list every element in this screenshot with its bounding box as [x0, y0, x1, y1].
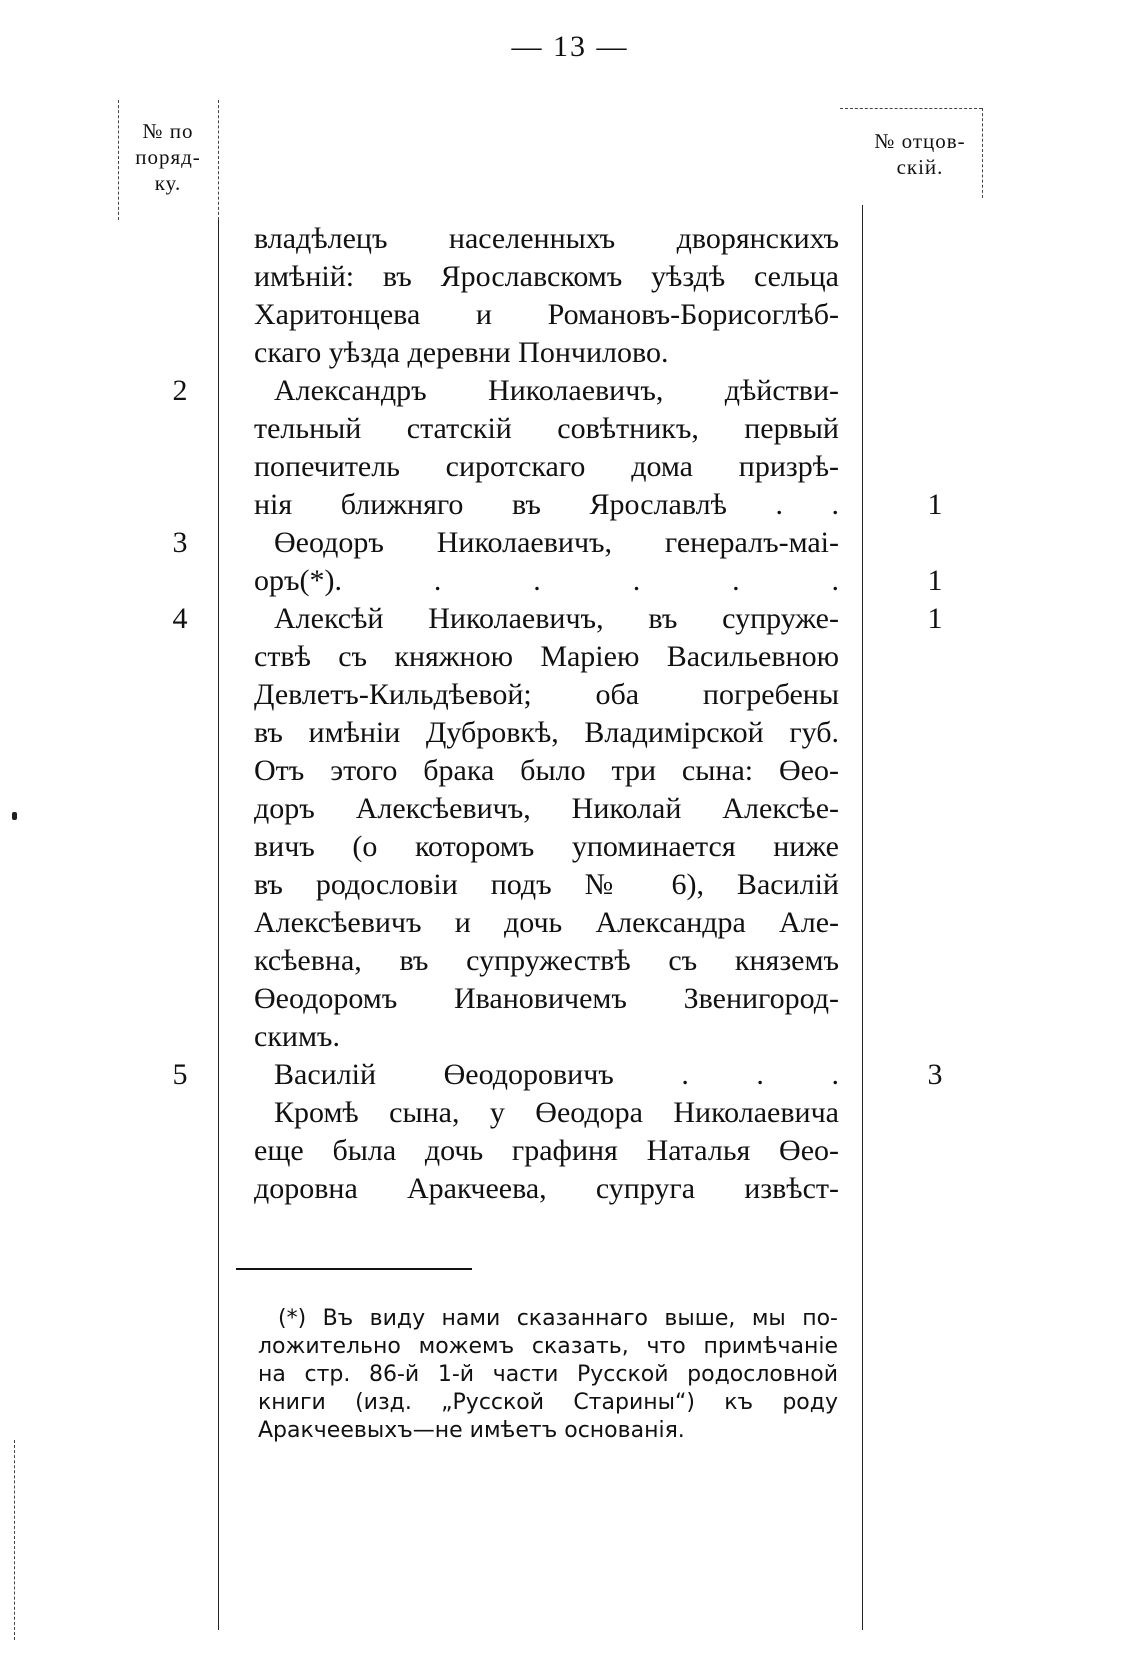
- text-line: еще была дочь графиня Наталья Өео-: [254, 1134, 839, 1167]
- right-outer-rule: [982, 108, 983, 198]
- text-line: Кромѣ сына, у Өеодора Николаевича: [274, 1096, 839, 1129]
- footnote-line: ложительно можемъ сказать, что примѣчаніе: [258, 1334, 838, 1359]
- footnote-line: (*) Въ виду нами сказаннаго выше, мы по-: [278, 1306, 838, 1331]
- text-line: Алексѣй Николаевичъ, въ супруже-: [274, 602, 839, 635]
- text-line: ксѣевна, въ супружествѣ съ княземъ: [254, 944, 839, 977]
- left-outer-rule: [118, 100, 119, 220]
- column-header-order-number: [118, 118, 218, 196]
- text-line: въ родословіи подъ № 6), Василій: [254, 868, 839, 901]
- column-header-father-number: [860, 128, 980, 180]
- text-line: Отъ этого брака было три сына: Өео-: [254, 754, 839, 787]
- text-line: нія ближняго въ Ярославлѣ . .: [254, 488, 839, 521]
- text-line: имѣній: въ Ярославскомъ уѣздѣ сельца: [254, 260, 839, 293]
- father-number: 3: [927, 1058, 943, 1091]
- father-number: 1: [927, 564, 943, 597]
- left-header-rule: [218, 100, 219, 220]
- right-header-top-rule: [840, 108, 982, 109]
- entry-number: 2: [172, 374, 188, 407]
- footnote-line: книги (изд. „Русской Старины“) къ роду: [258, 1390, 838, 1415]
- text-line: доровна Аракчеева, супруга извѣст-: [254, 1172, 839, 1205]
- left-column-rule: [218, 220, 219, 1630]
- page-number: — 13 —: [511, 30, 629, 63]
- page-edge-rule: [14, 1440, 15, 1640]
- entry-number: 3: [172, 526, 188, 559]
- entry-number: 4: [172, 602, 188, 635]
- text-line: Өеодоромъ Ивановичемъ Звенигород-: [254, 982, 839, 1015]
- footnote-line: Аракчеевыхъ—не имѣетъ основанія.: [258, 1418, 685, 1443]
- column-header-order-line: № по: [142, 119, 194, 143]
- text-line: Харитонцева и Романовъ-Борисоглѣб-: [254, 298, 839, 331]
- text-line: Алексѣевичъ и дочь Александра Але-: [254, 906, 839, 939]
- column-header-father-line: скій.: [896, 155, 944, 179]
- column-header-order-line: поряд-: [135, 145, 201, 169]
- footnote-rule: [236, 1268, 472, 1270]
- footnote-line: на стр. 86-й 1-й части Русской родословной: [258, 1362, 838, 1387]
- text-line: въ имѣніи Дубровкѣ, Владимірской губ.: [254, 716, 839, 749]
- text-line: скимъ.: [254, 1020, 340, 1053]
- column-header-father-line: № отцов-: [874, 129, 966, 153]
- father-number: 1: [927, 602, 943, 635]
- text-line: доръ Алексѣевичъ, Николай Алексѣе-: [254, 792, 839, 825]
- text-line: владѣлецъ населенныхъ дворянскихъ: [254, 222, 839, 255]
- text-line: ствѣ съ княжною Маріею Васильевною: [254, 640, 839, 673]
- column-header-order-line: ку.: [154, 171, 182, 195]
- text-line: Василій Өеодоровичъ . . .: [274, 1058, 839, 1091]
- entry-number: 5: [172, 1058, 188, 1091]
- text-line: скаго уѣзда деревни Пончилово.: [254, 336, 669, 369]
- text-line: попечитель сиротскаго дома призрѣ-: [254, 450, 839, 483]
- text-line: оръ(*). . . . . .: [254, 564, 839, 597]
- ink-speck: [12, 812, 17, 820]
- text-line: вичъ (о которомъ упоминается ниже: [254, 830, 839, 863]
- text-line: тельный статскій совѣтникъ, первый: [254, 412, 839, 445]
- text-line: Өеодоръ Николаевичъ, генералъ-маі-: [274, 526, 839, 559]
- text-line: Девлетъ-Кильдѣевой; оба погребены: [254, 678, 839, 711]
- father-number: 1: [927, 488, 943, 521]
- right-column-rule: [862, 205, 863, 1630]
- text-line: Александръ Николаевичъ, дѣйстви-: [274, 374, 839, 407]
